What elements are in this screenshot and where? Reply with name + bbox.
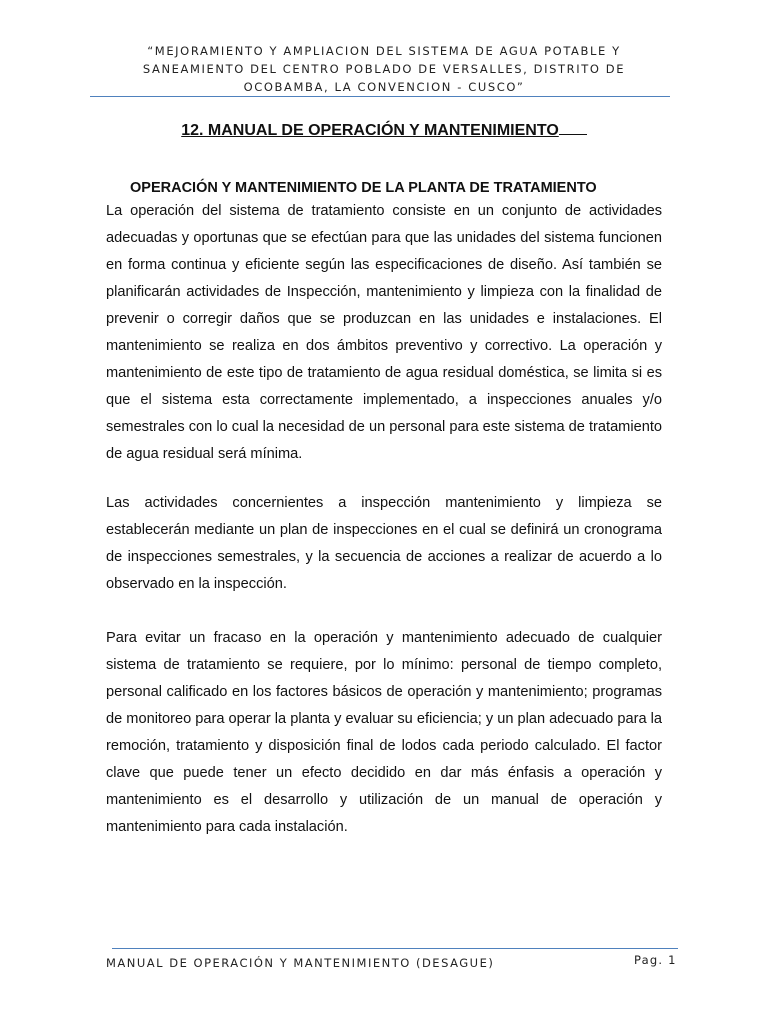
header-line-2: SANEAMIENTO DEL CENTRO POBLADO DE VERSALLES, DISTRITO DE [142, 62, 626, 76]
header-line-1: “MEJORAMIENTO Y AMPLIACION DEL SISTEMA DE AGUA POTABLE Y [147, 44, 621, 58]
footer-divider [112, 948, 678, 949]
paragraph-2: Las actividades concernientes a inspección mantenimiento y limpieza se establecerán mediante un plan de inspecciones en el cual se definirá un cronograma de inspecciones semestrales, y la secuencia de acciones a realizar de acuerdo a lo observado en la inspección. [106, 495, 662, 592]
paragraph-3: Para evitar un fracaso en la operación y mantenimiento adecuado de cualquier sistema de tratamiento se requiere, por lo mínimo: personal de tiempo completo, personal calificado en los factores básicos de operación y mantenimiento; programas de monitoreo para operar la planta y evaluar su eficiencia; y un plan adecuado para la remoción, tratamiento y disposición final de lodos cada periodo calculado. El factor clave que puede tener un efecto decidido en dar más énfasis a operación y mantenimiento es el desarrollo y utilización de un manual de operación y mantenimiento para cada instalación. [106, 630, 662, 835]
header-line-3: OCOBAMBA, LA CONVENCION - CUSCO” [243, 80, 525, 94]
page-number: Pag. 1 [634, 953, 677, 967]
title-underline-tail [559, 121, 587, 135]
document-title [0, 121, 768, 140]
page-header [90, 42, 678, 96]
section-heading: OPERACIÓN Y MANTENIMIENTO DE LA PLANTA DE TRATAMIENTO [130, 180, 597, 196]
header-divider [90, 96, 670, 97]
paragraph-1: La operación del sistema de tratamiento consiste en un conjunto de actividades adecuadas y oportunas que se efectúan para que las unidades del sistema funcionen en forma continua y eficiente según las especificaciones de diseño. Así también se planificarán actividades de Inspección, mantenimiento y limpieza con la finalidad de prevenir o corregir daños que se produzcan en las unidades e instalaciones. El mantenimiento se realiza en dos ámbitos preventivo y correctivo. La operación y mantenimiento de este tipo de tratamiento de agua residual doméstica, se limita si es que el sistema esta correctamente implementado, a inspecciones anuales y/o semestrales con lo cual la necesidad de un personal para este sistema de tratamiento de agua residual será mínima. [106, 203, 662, 462]
document-title-text: 12. MANUAL DE OPERACIÓN Y MANTENIMIENTO [181, 122, 559, 139]
footer-document-name: MANUAL DE OPERACIÓN Y MANTENIMIENTO (DESAGUE) [106, 956, 495, 970]
